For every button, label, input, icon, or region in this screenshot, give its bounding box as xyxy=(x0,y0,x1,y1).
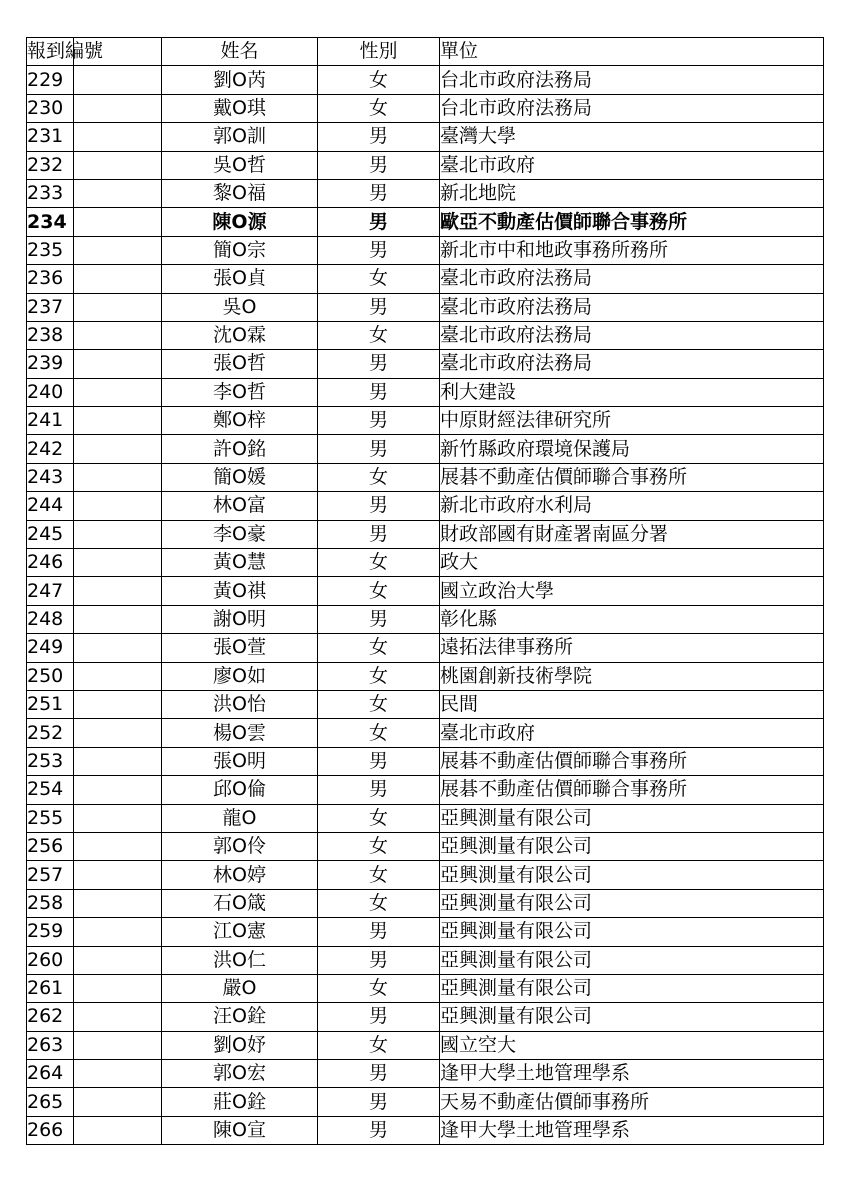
table-row xyxy=(27,861,824,889)
cell-blank xyxy=(74,151,162,179)
table-row xyxy=(27,435,824,463)
cell-checkin-number: 239 xyxy=(27,350,74,378)
cell-unit: 臺灣大學 xyxy=(440,123,824,151)
cell-name: 楊O雲 xyxy=(162,719,318,747)
table-row xyxy=(27,1031,824,1059)
cell-name: 吳O xyxy=(162,293,318,321)
cell-checkin-number: 241 xyxy=(27,407,74,435)
cell-blank xyxy=(74,861,162,889)
cell-checkin-number: 247 xyxy=(27,577,74,605)
cell-blank xyxy=(74,1116,162,1144)
cell-name: 洪O怡 xyxy=(162,690,318,718)
cell-unit: 民間 xyxy=(440,690,824,718)
cell-checkin-number: 235 xyxy=(27,236,74,264)
cell-checkin-number: 257 xyxy=(27,861,74,889)
cell-unit: 政大 xyxy=(440,549,824,577)
cell-blank xyxy=(74,407,162,435)
cell-blank xyxy=(74,236,162,264)
cell-checkin-number: 232 xyxy=(27,151,74,179)
cell-name: 汪O銓 xyxy=(162,1003,318,1031)
cell-unit: 逢甲大學土地管理學系 xyxy=(440,1116,824,1144)
cell-blank xyxy=(74,520,162,548)
cell-checkin-number: 251 xyxy=(27,690,74,718)
cell-name: 郭O伶 xyxy=(162,832,318,860)
table-row xyxy=(27,719,824,747)
table-row xyxy=(27,208,824,236)
cell-name: 張O明 xyxy=(162,747,318,775)
cell-sex: 男 xyxy=(318,492,440,520)
cell-checkin-number: 234 xyxy=(27,208,74,236)
cell-sex: 女 xyxy=(318,321,440,349)
cell-checkin-number: 237 xyxy=(27,293,74,321)
cell-unit: 中原財經法律研究所 xyxy=(440,407,824,435)
header-unit: 單位 xyxy=(440,38,824,66)
cell-checkin-number: 229 xyxy=(27,66,74,94)
table-row xyxy=(27,605,824,633)
cell-sex: 男 xyxy=(318,1116,440,1144)
cell-checkin-number: 253 xyxy=(27,747,74,775)
cell-sex: 男 xyxy=(318,776,440,804)
table-row xyxy=(27,1003,824,1031)
table-row xyxy=(27,776,824,804)
cell-unit: 展碁不動產估價師聯合事務所 xyxy=(440,747,824,775)
table-row xyxy=(27,690,824,718)
table-row xyxy=(27,151,824,179)
cell-unit: 台北市政府法務局 xyxy=(440,66,824,94)
cell-unit: 展碁不動產估價師聯合事務所 xyxy=(440,776,824,804)
table-row xyxy=(27,321,824,349)
cell-sex: 男 xyxy=(318,1003,440,1031)
cell-checkin-number: 252 xyxy=(27,719,74,747)
cell-checkin-number: 236 xyxy=(27,265,74,293)
table-row xyxy=(27,549,824,577)
cell-sex: 女 xyxy=(318,662,440,690)
cell-unit: 歐亞不動產估價師聯合事務所 xyxy=(440,208,824,236)
table-row xyxy=(27,94,824,122)
cell-unit: 亞興測量有限公司 xyxy=(440,832,824,860)
cell-unit: 亞興測量有限公司 xyxy=(440,946,824,974)
cell-checkin-number: 230 xyxy=(27,94,74,122)
cell-checkin-number: 246 xyxy=(27,549,74,577)
cell-unit: 新北市中和地政事務所務所 xyxy=(440,236,824,264)
cell-blank xyxy=(74,662,162,690)
cell-unit: 天易不動產估價師事務所 xyxy=(440,1088,824,1116)
table-row xyxy=(27,577,824,605)
cell-name: 林O婷 xyxy=(162,861,318,889)
cell-unit: 亞興測量有限公司 xyxy=(440,918,824,946)
table-row xyxy=(27,1116,824,1144)
cell-blank xyxy=(74,435,162,463)
cell-sex: 男 xyxy=(318,1060,440,1088)
table-row xyxy=(27,1060,824,1088)
cell-name: 林O富 xyxy=(162,492,318,520)
cell-name: 黃O祺 xyxy=(162,577,318,605)
cell-blank xyxy=(74,208,162,236)
cell-blank xyxy=(74,690,162,718)
cell-checkin-number: 243 xyxy=(27,463,74,491)
cell-name: 簡O媛 xyxy=(162,463,318,491)
cell-checkin-number: 266 xyxy=(27,1116,74,1144)
cell-sex: 女 xyxy=(318,1031,440,1059)
cell-unit: 桃園創新技術學院 xyxy=(440,662,824,690)
cell-name: 張O貞 xyxy=(162,265,318,293)
cell-sex: 男 xyxy=(318,946,440,974)
cell-name: 沈O霖 xyxy=(162,321,318,349)
cell-name: 簡O宗 xyxy=(162,236,318,264)
cell-unit: 新北市政府水利局 xyxy=(440,492,824,520)
cell-name: 龍O xyxy=(162,804,318,832)
cell-sex: 女 xyxy=(318,719,440,747)
cell-name: 劉O芮 xyxy=(162,66,318,94)
cell-name: 洪O仁 xyxy=(162,946,318,974)
cell-unit: 國立政治大學 xyxy=(440,577,824,605)
cell-name: 戴O琪 xyxy=(162,94,318,122)
cell-unit: 台北市政府法務局 xyxy=(440,94,824,122)
cell-checkin-number: 263 xyxy=(27,1031,74,1059)
cell-name: 謝O明 xyxy=(162,605,318,633)
cell-name: 江O憲 xyxy=(162,918,318,946)
cell-name: 黎O福 xyxy=(162,179,318,207)
cell-checkin-number: 244 xyxy=(27,492,74,520)
cell-blank xyxy=(74,832,162,860)
cell-blank xyxy=(74,378,162,406)
cell-sex: 男 xyxy=(318,1088,440,1116)
cell-sex: 男 xyxy=(318,435,440,463)
cell-unit: 亞興測量有限公司 xyxy=(440,804,824,832)
cell-checkin-number: 242 xyxy=(27,435,74,463)
table-row xyxy=(27,946,824,974)
cell-sex: 女 xyxy=(318,974,440,1002)
cell-checkin-number: 250 xyxy=(27,662,74,690)
table-row xyxy=(27,179,824,207)
cell-checkin-number: 259 xyxy=(27,918,74,946)
cell-unit: 臺北市政府法務局 xyxy=(440,265,824,293)
table-row xyxy=(27,463,824,491)
table-row xyxy=(27,889,824,917)
cell-sex: 女 xyxy=(318,66,440,94)
cell-sex: 女 xyxy=(318,861,440,889)
table-row xyxy=(27,123,824,151)
cell-blank xyxy=(74,719,162,747)
table-row xyxy=(27,804,824,832)
table-row xyxy=(27,974,824,1002)
cell-checkin-number: 255 xyxy=(27,804,74,832)
cell-name: 陳O源 xyxy=(162,208,318,236)
cell-blank xyxy=(74,747,162,775)
cell-checkin-number: 233 xyxy=(27,179,74,207)
cell-blank xyxy=(74,321,162,349)
cell-sex: 女 xyxy=(318,463,440,491)
cell-unit: 遠拓法律事務所 xyxy=(440,634,824,662)
table-header-row xyxy=(27,38,824,66)
table-row xyxy=(27,832,824,860)
cell-sex: 男 xyxy=(318,378,440,406)
cell-name: 李O哲 xyxy=(162,378,318,406)
cell-name: 張O萱 xyxy=(162,634,318,662)
cell-unit: 臺北市政府 xyxy=(440,719,824,747)
cell-sex: 女 xyxy=(318,832,440,860)
cell-blank xyxy=(74,265,162,293)
cell-name: 郭O訓 xyxy=(162,123,318,151)
cell-sex: 男 xyxy=(318,208,440,236)
cell-name: 石O箴 xyxy=(162,889,318,917)
header-name: 姓名 xyxy=(162,38,318,66)
cell-unit: 亞興測量有限公司 xyxy=(440,974,824,1002)
cell-blank xyxy=(74,492,162,520)
cell-blank xyxy=(74,293,162,321)
cell-unit: 逢甲大學土地管理學系 xyxy=(440,1060,824,1088)
cell-blank xyxy=(74,66,162,94)
cell-checkin-number: 258 xyxy=(27,889,74,917)
table-body xyxy=(27,66,824,1145)
cell-name: 吳O哲 xyxy=(162,151,318,179)
cell-blank xyxy=(74,350,162,378)
cell-checkin-number: 265 xyxy=(27,1088,74,1116)
cell-blank xyxy=(74,123,162,151)
cell-name: 郭O宏 xyxy=(162,1060,318,1088)
cell-blank xyxy=(74,605,162,633)
cell-sex: 女 xyxy=(318,804,440,832)
cell-name: 陳O宣 xyxy=(162,1116,318,1144)
cell-sex: 女 xyxy=(318,94,440,122)
table-row xyxy=(27,662,824,690)
cell-unit: 新北地院 xyxy=(440,179,824,207)
table-row xyxy=(27,265,824,293)
cell-unit: 臺北市政府法務局 xyxy=(440,321,824,349)
cell-checkin-number: 260 xyxy=(27,946,74,974)
cell-sex: 男 xyxy=(318,151,440,179)
cell-name: 劉O妤 xyxy=(162,1031,318,1059)
cell-unit: 臺北市政府法務局 xyxy=(440,350,824,378)
cell-checkin-number: 238 xyxy=(27,321,74,349)
cell-blank xyxy=(74,918,162,946)
cell-sex: 男 xyxy=(318,918,440,946)
cell-name: 張O哲 xyxy=(162,350,318,378)
cell-unit: 財政部國有財產署南區分署 xyxy=(440,520,824,548)
cell-sex: 男 xyxy=(318,179,440,207)
cell-checkin-number: 256 xyxy=(27,832,74,860)
table-row xyxy=(27,378,824,406)
table-row xyxy=(27,66,824,94)
cell-sex: 女 xyxy=(318,634,440,662)
cell-blank xyxy=(74,634,162,662)
cell-name: 嚴O xyxy=(162,974,318,1002)
table-row xyxy=(27,293,824,321)
cell-unit: 國立空大 xyxy=(440,1031,824,1059)
table-row xyxy=(27,747,824,775)
table-row xyxy=(27,492,824,520)
cell-name: 鄭O梓 xyxy=(162,407,318,435)
cell-blank xyxy=(74,179,162,207)
cell-blank xyxy=(74,1003,162,1031)
cell-unit: 亞興測量有限公司 xyxy=(440,1003,824,1031)
cell-checkin-number: 245 xyxy=(27,520,74,548)
table-row xyxy=(27,918,824,946)
cell-unit: 臺北市政府 xyxy=(440,151,824,179)
cell-name: 莊O銓 xyxy=(162,1088,318,1116)
cell-checkin-number: 249 xyxy=(27,634,74,662)
cell-blank xyxy=(74,804,162,832)
cell-sex: 女 xyxy=(318,889,440,917)
cell-name: 許O銘 xyxy=(162,435,318,463)
table-row xyxy=(27,634,824,662)
cell-blank xyxy=(74,577,162,605)
cell-sex: 男 xyxy=(318,236,440,264)
cell-sex: 女 xyxy=(318,690,440,718)
table-row xyxy=(27,350,824,378)
table-row xyxy=(27,236,824,264)
cell-sex: 女 xyxy=(318,549,440,577)
cell-checkin-number: 262 xyxy=(27,1003,74,1031)
cell-unit: 臺北市政府法務局 xyxy=(440,293,824,321)
cell-blank xyxy=(74,94,162,122)
cell-sex: 男 xyxy=(318,407,440,435)
header-sex: 性別 xyxy=(318,38,440,66)
cell-checkin-number: 231 xyxy=(27,123,74,151)
cell-name: 黃O慧 xyxy=(162,549,318,577)
cell-name: 廖O如 xyxy=(162,662,318,690)
cell-blank xyxy=(74,776,162,804)
table-row xyxy=(27,520,824,548)
table-row xyxy=(27,1088,824,1116)
cell-sex: 女 xyxy=(318,265,440,293)
cell-blank xyxy=(74,463,162,491)
cell-sex: 女 xyxy=(318,577,440,605)
cell-sex: 男 xyxy=(318,747,440,775)
cell-sex: 男 xyxy=(318,350,440,378)
cell-unit: 利大建設 xyxy=(440,378,824,406)
cell-unit: 展碁不動產估價師聯合事務所 xyxy=(440,463,824,491)
cell-blank xyxy=(74,974,162,1002)
table-row xyxy=(27,407,824,435)
cell-checkin-number: 240 xyxy=(27,378,74,406)
cell-checkin-number: 254 xyxy=(27,776,74,804)
cell-unit: 亞興測量有限公司 xyxy=(440,889,824,917)
cell-checkin-number: 264 xyxy=(27,1060,74,1088)
cell-checkin-number: 261 xyxy=(27,974,74,1002)
cell-unit: 新竹縣政府環境保護局 xyxy=(440,435,824,463)
cell-unit: 亞興測量有限公司 xyxy=(440,861,824,889)
attendee-table xyxy=(26,37,824,1145)
cell-blank xyxy=(74,549,162,577)
cell-blank xyxy=(74,1031,162,1059)
cell-sex: 男 xyxy=(318,605,440,633)
cell-name: 李O豪 xyxy=(162,520,318,548)
cell-blank xyxy=(74,946,162,974)
cell-unit: 彰化縣 xyxy=(440,605,824,633)
header-checkin-number: 報到編號 xyxy=(27,38,74,66)
cell-blank xyxy=(74,889,162,917)
cell-sex: 男 xyxy=(318,293,440,321)
cell-sex: 男 xyxy=(318,520,440,548)
cell-blank xyxy=(74,1060,162,1088)
cell-blank xyxy=(74,1088,162,1116)
cell-sex: 男 xyxy=(318,123,440,151)
cell-name: 邱O倫 xyxy=(162,776,318,804)
cell-checkin-number: 248 xyxy=(27,605,74,633)
